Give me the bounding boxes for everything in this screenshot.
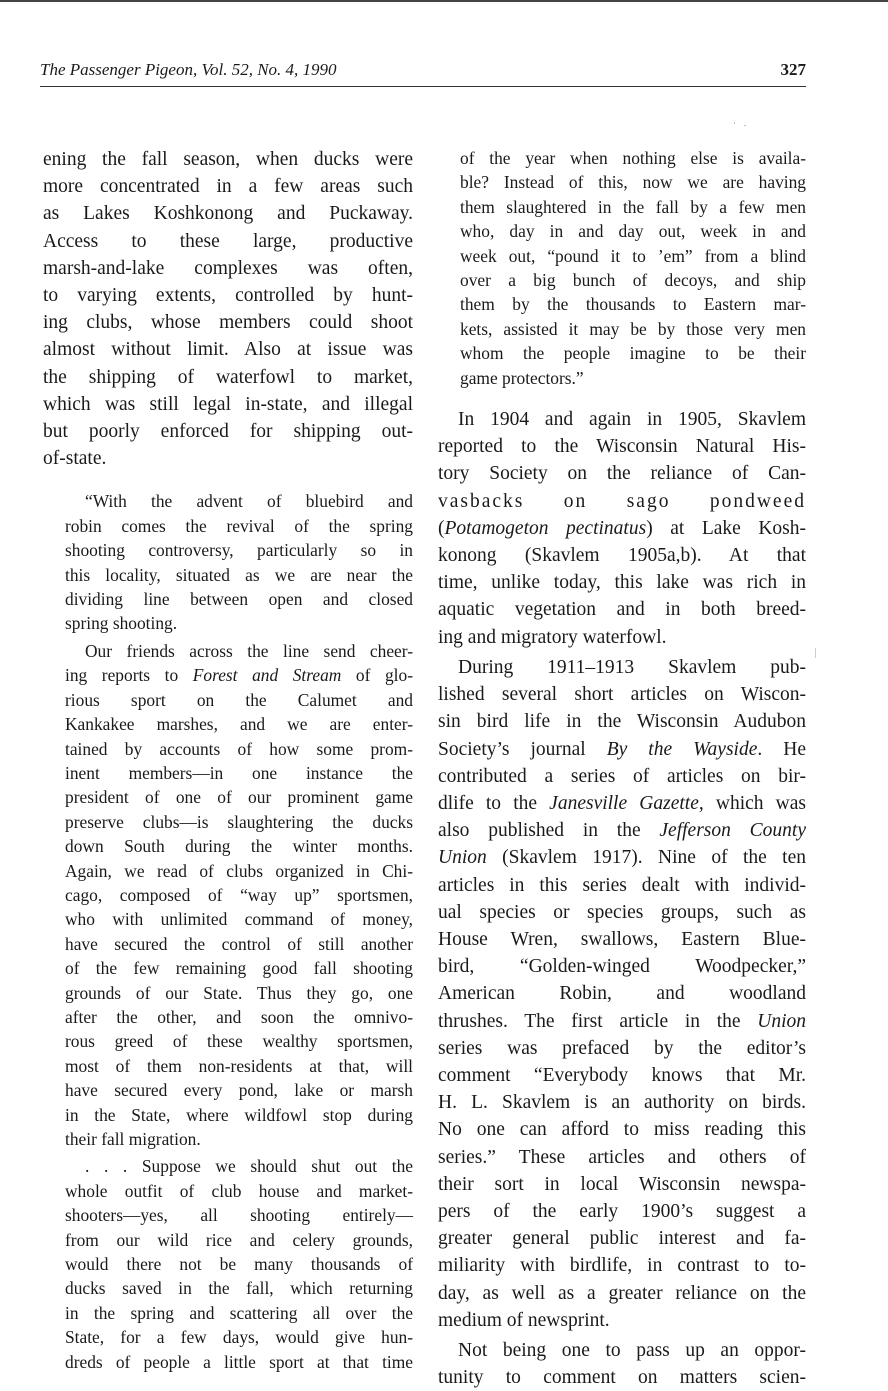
left-column: [43, 146, 413, 1374]
text-line: tained by accounts of how some prom-: [65, 738, 413, 759]
text-line: of the few remaining good fall shooting: [65, 958, 413, 979]
text-line: greater general public interest and fa-: [438, 1228, 806, 1250]
text-line: whom the people imagine to be their: [460, 343, 806, 364]
text-line: would there not be many thousands of: [65, 1254, 413, 1275]
text-line: [65, 663, 413, 687]
text-line: kets, assisted it may be by those very men: [460, 318, 806, 339]
text-line: ing clubs, whose members could shoot: [43, 312, 413, 334]
text-line: konong (Skavlem 1905a,b). At that: [438, 545, 806, 567]
text-line: to varying extents, controlled by hunt-: [43, 285, 413, 307]
text-line: game protectors.”: [460, 367, 584, 388]
publication-title: Union: [438, 847, 487, 869]
text-line: cago, composed of “way up” sportsmen,: [65, 884, 413, 905]
publication-title: Forest and Stream: [192, 665, 342, 686]
text-line: inent members—in one instance the: [65, 762, 413, 783]
publication-title: Union: [757, 1010, 806, 1032]
text-line: their sort in local Wisconsin newspa-: [438, 1173, 806, 1195]
text-line: after the other, and soon the omnivo-: [65, 1006, 413, 1027]
text-line: president of one of our prominent game: [65, 787, 413, 808]
text-line: who with unlimited command of money,: [65, 909, 413, 930]
page-number: 327: [780, 60, 806, 79]
text-run: of glo-: [341, 665, 413, 686]
text-line: Not being one to pass up an oppor-: [458, 1339, 806, 1361]
block-quote: [43, 489, 413, 1374]
text-line: from our wild rice and celery grounds,: [65, 1229, 413, 1250]
text-line: During 1911–1913 Skavlem pub-: [458, 656, 806, 678]
right-column: [438, 146, 806, 1391]
text-line: shooters—yes, all shooting entirely—: [65, 1205, 413, 1226]
text-line: dreds of people a little sport at that time: [65, 1351, 413, 1372]
text-line: Access to these large, productive: [43, 230, 413, 252]
text-line: down South during the winter months.: [65, 836, 413, 857]
publication-title: Jefferson County: [659, 820, 807, 842]
text-line: of the year when nothing else is availa-: [460, 148, 806, 168]
text-line: articles in this series dealt with individ-: [438, 874, 806, 896]
text-line: lished several short articles on Wiscon-: [438, 684, 806, 706]
running-head: [40, 58, 806, 87]
text-line: spring shooting.: [65, 613, 178, 634]
text-line: as Lakes Koshkonong and Puckaway.: [43, 203, 413, 225]
text-line: dividing line between open and closed: [65, 589, 413, 610]
text-line: who, day in and day out, week in and: [460, 221, 806, 242]
text-run: thrushes. The first article in the: [438, 1010, 758, 1032]
text-line: this locality, situated as we are near the: [65, 564, 413, 585]
text-line: (Potamogeton pectinatus) at Lake Kosh-: [438, 517, 807, 539]
text-line: State, for a few days, would give hun-: [65, 1327, 413, 1348]
quote-paragraph-3: [65, 1154, 413, 1374]
publication-title: By the Wayside: [606, 738, 758, 760]
text-run: ) at Lake Kosh-: [646, 517, 807, 539]
text-line: American Robin, and woodland: [438, 983, 806, 1005]
text-line: ing and migratory waterfowl.: [438, 626, 667, 648]
text-line: ening the fall season, when ducks were: [43, 149, 413, 170]
text-line: aquatic vegetation and in both breed-: [438, 599, 806, 621]
text-line: preserve clubs—is slaughtering the ducks: [65, 811, 413, 832]
text-line: Our friends across the line send cheer-: [85, 640, 413, 661]
text-line: ble? Instead of this, now we are having: [460, 172, 806, 193]
text-line: in the State, where wildfowl stop during: [65, 1104, 413, 1125]
text-line: tory Society on the reliance of Can-: [438, 463, 806, 485]
text-line: Kankakee marshes, and we are enter-: [65, 714, 413, 735]
text-line: [438, 844, 806, 871]
text-line: day, as well as a greater reliance on the: [438, 1282, 806, 1304]
text-line: rious sport on the Calumet and: [65, 689, 413, 710]
text-line: robin comes the revival of the spring: [65, 515, 413, 536]
journal-citation: The Passenger Pigeon, Vol. 52, No. 4, 1990: [40, 60, 337, 79]
text-line: sin bird life in the Wisconsin Audubon: [438, 711, 806, 733]
text-line: them slaughtered in the fall by a few men: [460, 196, 806, 217]
text-line: their fall migration.: [65, 1129, 201, 1149]
text-line: the shipping of waterfowl to market,: [43, 366, 413, 388]
text-line: miliarity with birdlife, in contrast to to-: [438, 1255, 806, 1277]
scan-mark: [815, 648, 816, 658]
text-line: [438, 736, 806, 763]
text-line: more concentrated in a few areas such: [43, 176, 413, 198]
text-line: bird, “Golden-winged Woodpecker,”: [438, 956, 806, 978]
text-line: House Wren, swallows, Eastern Blue-: [438, 928, 806, 950]
text-line: comment “Everybody knows that Mr.: [438, 1064, 806, 1086]
species-name: Potamogeton pectinatus: [444, 517, 647, 539]
paragraph-1911: [438, 654, 806, 1334]
text-line: of-state.: [43, 448, 107, 470]
text-line: have secured every pond, lake or marsh: [65, 1080, 413, 1101]
body-paragraph-intro: [43, 146, 413, 472]
text-line: [438, 817, 806, 844]
text-line: ual species or species groups, such as: [438, 901, 806, 923]
text-line: but poorly enforced for shipping out-: [43, 421, 413, 443]
text-line: them by the thousands to Eastern mar-: [460, 294, 806, 315]
text-line: No one can afford to miss reading this: [438, 1119, 806, 1141]
text-line: . . . Suppose we should shut out the: [85, 1156, 413, 1177]
text-line: reported to the Wisconsin Natural His-: [438, 436, 806, 458]
text-line: [438, 790, 806, 817]
text-line: in the spring and scattering all over the: [65, 1302, 413, 1323]
text-line: pers of the early 1900’s suggest a: [438, 1200, 806, 1222]
text-line: marsh-and-lake complexes was often,: [43, 257, 413, 279]
text-line: shooting controversy, particularly so in: [65, 540, 413, 561]
publication-title: Janesville Gazette: [549, 792, 699, 814]
text-line: grounds of our State. Thus they go, one: [65, 982, 413, 1003]
text-line: over a big bunch of decoys, and ship: [460, 270, 806, 291]
quote-paragraph-1: [65, 489, 413, 635]
text-run: Society’s journal: [438, 738, 607, 760]
text-line: H. L. Skavlem is an authority on birds.: [438, 1092, 806, 1114]
text-run: (Skavlem 1917). Nine of the ten: [486, 847, 806, 869]
text-line: ducks saved in the fall, which returning: [65, 1278, 413, 1299]
text-run: also published in the: [438, 820, 660, 842]
text-line: week out, “pound it to ’em” from a blind: [460, 245, 806, 266]
quote-continuation: [438, 146, 806, 390]
text-line: have secured the control of still another: [65, 933, 413, 954]
text-line: time, unlike today, this lake was rich in: [438, 572, 806, 594]
text-line: [438, 1008, 806, 1035]
text-line: most of them non-residents at that, will: [65, 1055, 413, 1076]
scan-specks: ·.: [733, 118, 755, 128]
text-line: whole outfit of club house and market-: [65, 1180, 413, 1201]
text-line: Again, we read of clubs organized in Chi-: [65, 860, 413, 881]
text-line: series was prefaced by the editor’s: [438, 1037, 806, 1059]
text-line: rous greed of these wealthy sportsmen,: [65, 1031, 413, 1052]
text-run: . He: [757, 738, 806, 760]
quote-paragraph-2: [65, 639, 413, 1152]
text-line: contributed a series of articles on bir-: [438, 765, 806, 787]
page-top-edge: [0, 0, 888, 2]
paragraph-final: [438, 1337, 806, 1391]
text-run: ing reports to: [65, 665, 193, 686]
text-line: In 1904 and again in 1905, Skavlem: [458, 409, 806, 431]
text-line: series.” These articles and others of: [438, 1146, 806, 1168]
text-line: almost without limit. Also at issue was: [43, 339, 413, 361]
text-line: “With the advent of bluebird and: [85, 491, 413, 512]
text-run: dlife to the: [438, 792, 550, 814]
text-line: medium of newsprint.: [438, 1309, 610, 1331]
text-line: tunity to comment on matters scien-: [438, 1367, 806, 1389]
text-run: , which was: [698, 792, 807, 814]
text-line: vasbacks on sago pondweed: [438, 490, 806, 512]
paragraph-1904: [438, 406, 806, 651]
text-line: which was still legal in-state, and illegal: [43, 393, 413, 415]
